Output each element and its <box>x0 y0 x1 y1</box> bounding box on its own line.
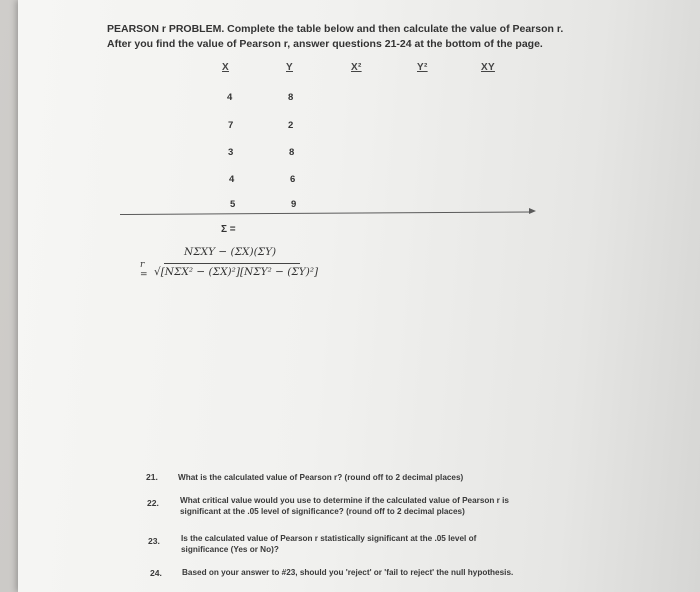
cell-x-row2: 7 <box>228 120 234 131</box>
header-line-1: PEARSON r PROBLEM. Complete the table below and then calculate the value of Pearson r. <box>107 23 564 35</box>
cell-y-row1: 8 <box>288 92 294 103</box>
question-22-text: What critical value would you use to determine if the calculated value of Pearson r is significant at the .05 level of significance? (round off to 2 decimal places) <box>180 496 509 516</box>
cell-x-row5: 5 <box>230 199 236 210</box>
cell-y-row4: 6 <box>290 174 296 185</box>
cell-x-row3: 3 <box>228 147 234 158</box>
problem-header <box>107 22 577 52</box>
question-21-text: What is the calculated value of Pearson r? (round off to 2 decimal places) <box>178 473 464 482</box>
column-header-y-squared: Y² <box>417 62 428 73</box>
question-24-number: 24. <box>150 568 162 578</box>
question-21-number: 21. <box>146 472 158 482</box>
divider-end-mark <box>529 208 536 214</box>
cell-y-row2: 2 <box>288 120 294 131</box>
formula-numerator: NΣXY − (ΣX)(ΣY) <box>184 246 277 258</box>
question-23-text: Is the calculated value of Pearson r statistically significant at the .05 level of significance (Yes or No)? <box>181 534 477 554</box>
header-line-2: After you find the value of Pearson r, answer questions 21-24 at the bottom of the page. <box>107 38 543 50</box>
question-22-number: 22. <box>147 498 159 508</box>
column-header-x-squared: X² <box>351 62 362 73</box>
column-header-x: X <box>222 62 229 73</box>
cell-x-row4: 4 <box>229 174 235 185</box>
column-header-y: Y <box>286 62 293 73</box>
formula-lhs: r = <box>140 260 148 280</box>
column-header-xy: XY <box>481 62 495 73</box>
sum-row-label: Σ = <box>221 224 236 235</box>
question-23-number: 23. <box>148 536 160 546</box>
formula-denominator: √[NΣX² − (ΣX)²][NΣY² − (ΣY)²] <box>154 266 319 278</box>
cell-y-row3: 8 <box>289 147 295 158</box>
question-24-text: Based on your answer to #23, should you 'reject' or 'fail to reject' the null hypothesis. <box>182 568 514 577</box>
cell-y-row5: 9 <box>291 199 297 210</box>
cell-x-row1: 4 <box>227 92 233 103</box>
fraction-bar <box>164 263 300 264</box>
